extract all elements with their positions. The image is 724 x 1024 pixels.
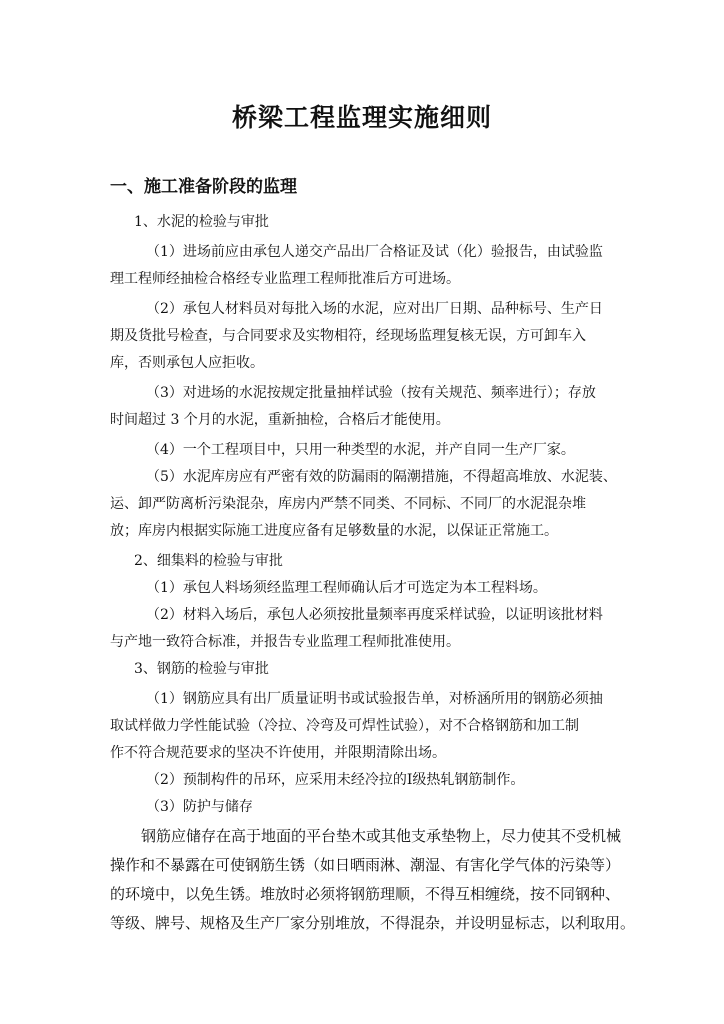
paragraph-line: 钢筋应储存在高于地面的平台垫木或其他支承垫物上，尽力使其不受机械 [141,827,622,845]
paragraph-line: （1）进场前应由承包人递交产品出厂合格证及试（化）验报告，由试验监 [146,244,603,260]
section-heading: 一、施工准备阶段的监理 [110,177,297,197]
paragraph-line: 等级、牌号、规格及生产厂家分别堆放，不得混杂，并设明显标志，以利取用。 [110,914,636,932]
paragraph-line: 理工程师经抽检合格经专业监理工程师批准后方可进场。 [110,271,460,287]
paragraph-line: 库，否则承包人应拒收。 [110,355,264,371]
paragraph-line: 的环境中，以免生锈。堆放时必须将钢筋理顺，不得互相缠绕，按不同钢种、 [110,885,621,903]
paragraph-line: 与产地一致符合标准，并报告专业监理工程师批准使用。 [110,634,460,650]
paragraph-line: 期及货批号检查，与合同要求及实物相符，经现场监理复核无误，方可卸车入 [110,328,586,344]
paragraph-line: （3）对进场的水泥按规定批量抽样试验（按有关规范、频率进行）；存放 [146,385,596,401]
paragraph-line: （1）承包人料场须经监理工程师确认后才可选定为本工程料场。 [146,580,547,596]
document-title: 桥梁工程监理实施细则 [231,103,492,132]
paragraph-line: 操作和不暴露在可使钢筋生锈（如日晒雨淋、潮湿、有害化学气体的污染等） [110,856,621,874]
subsection-heading: 2、细集料的检验与审批 [134,553,283,569]
paragraph-line: 时间超过 3 个月的水泥，重新抽检，合格后才能使用。 [110,412,450,428]
paragraph-line: 作不符合规范要求的坚决不许使用，并限期清除出场。 [110,745,446,761]
subsection-heading: 3、钢筋的检验与审批 [134,661,269,677]
paragraph-line: 放；库房内根据实际施工进度应备有足够数量的水泥，以保证正常施工。 [110,523,558,539]
paragraph-line: （5）水泥库房应有严密有效的防漏雨的隔潮措施，不得超高堆放、水泥装、 [146,469,617,485]
paragraph-line: （2）承包人材料员对每批入场的水泥，应对出厂日期、品种标号、生产日 [146,301,603,317]
paragraph-line: （4）一个工程项目中，只用一种类型的水泥，并产自同一生产厂家。 [146,442,575,458]
subsection-heading: 1、水泥的检验与审批 [134,214,269,230]
paragraph-line: （3）防护与储存 [146,799,253,815]
paragraph-line: 运、卸严防离析污染混杂，库房内严禁不同类、不同标、不同厂的水泥混杂堆 [110,496,586,512]
paragraph-line: （2）材料入场后，承包人必须按批量频率再度采样试验，以证明该批材料 [146,607,603,623]
paragraph-line: （1）钢筋应具有出厂质量证明书或试验报告单，对桥涵所用的钢筋必须抽 [146,691,603,707]
paragraph-line: （2）预制构件的吊环，应采用未经冷拉的Ⅰ级热轧钢筋制作。 [146,772,525,788]
paragraph-line: 取试样做力学性能试验（冷拉、冷弯及可焊性试验），对不合格钢筋和加工制 [110,718,579,734]
